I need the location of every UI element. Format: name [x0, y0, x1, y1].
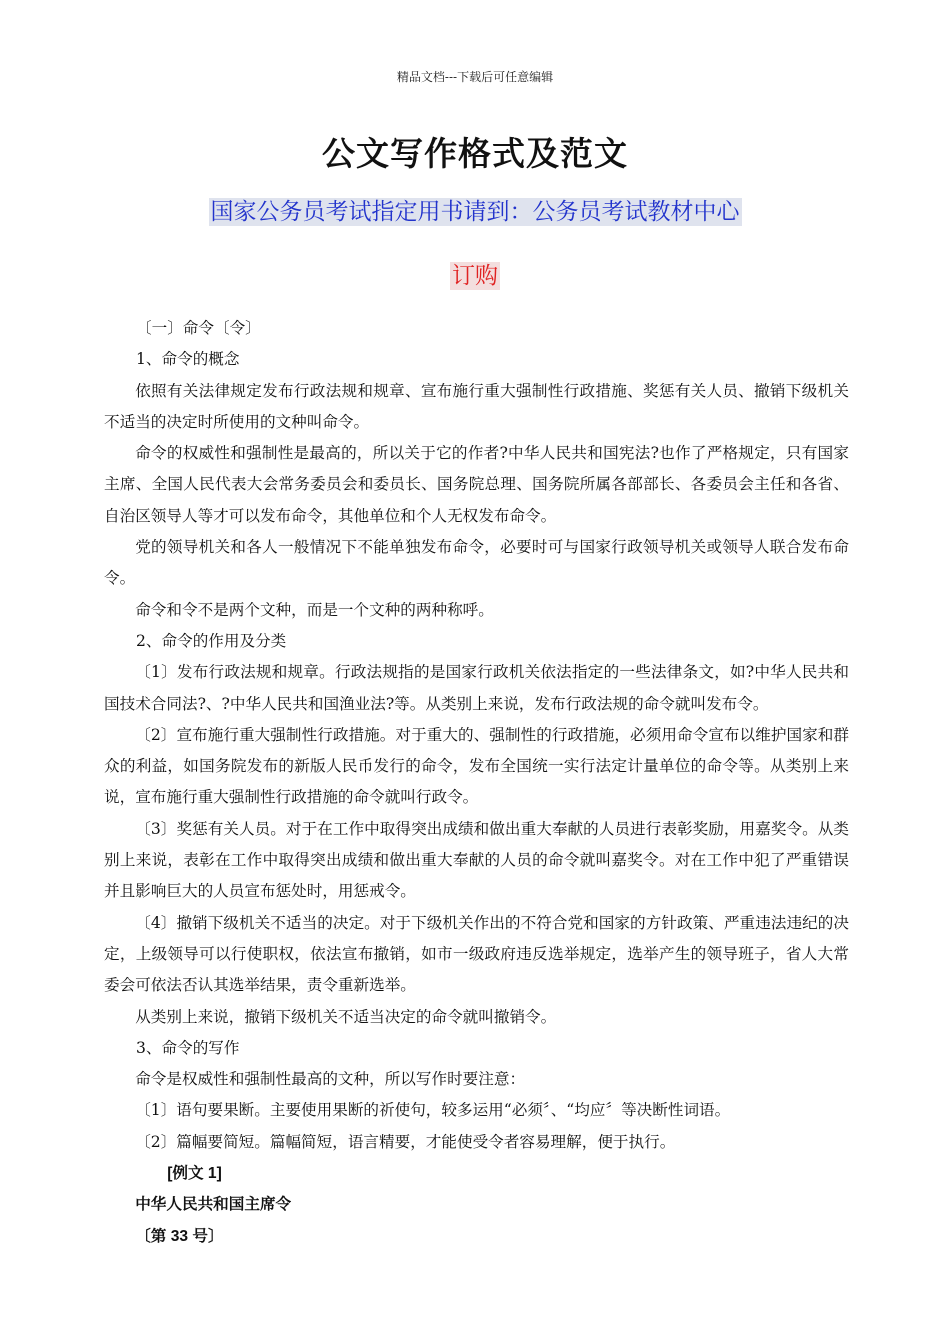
promo-link[interactable]: 国家公务员考试指定用书请到：公务员考试教材中心	[210, 199, 740, 225]
document-title: 公文写作格式及范文	[322, 134, 628, 173]
subsection-heading: 1、命令的概念	[136, 350, 240, 369]
subsection-heading: 3、命令的写作	[136, 1038, 240, 1057]
example-number: 〔第 33 号〕	[135, 1227, 224, 1245]
example-title: 中华人民共和国主席令	[135, 1196, 292, 1214]
header-note: 精品文档---下载后可任意编辑	[396, 70, 554, 84]
section-heading: 〔一〕命令〔令〕	[136, 319, 261, 337]
order-link[interactable]: 订购	[452, 263, 498, 289]
promo-line	[0, 193, 950, 226]
document-body	[104, 313, 849, 1252]
paragraph: 〔2〕篇幅要简短。篇幅简短，语言精要，才能使受令者容易理解，便于执行。	[135, 1132, 676, 1151]
subsection-heading: 2、命令的作用及分类	[136, 631, 287, 650]
paragraph: 依照有关法律规定发布行政法规和规章、宣布施行重大强制性行政措施、奖惩有关人员、撤销下级机关不适当的决定时所使用的文种叫命令。	[104, 381, 849, 431]
paragraph: 〔1〕发布行政法规和规章。行政法规指的是国家行政机关依法指定的一些法律条文，如?中华人民共和国技术合同法?、?中华人民共和国渔业法?等。从类别上来说，发布行政法规的命令就叫发布令。	[104, 663, 849, 713]
example-label: [例文 1]	[167, 1165, 222, 1183]
paragraph: 〔4〕撤销下级机关不适当的决定。对于下级机关作出的不符合党和国家的方针政策、严重违法违纪的决定，上级领导可以行使职权，依法宣布撤销，如市一级政府违反选举规定，选举产生的领导班子，省人大常委会可依法否认其选举结果，责令重新选举。	[104, 913, 849, 995]
order-line	[0, 257, 950, 290]
paragraph: 命令和令不是两个文种，而是一个文种的两种称呼。	[135, 600, 494, 619]
paragraph: 〔2〕宣布施行重大强制性行政措施。对于重大的、强制性的行政措施，必须用命令宣布以维护国家和群众的利益，如国务院发布的新版人民币发行的命令，发布全国统一实行法定计量单位的命令等。从类别上来说，宣布施行重大强制性行政措施的命令就叫行政令。	[104, 725, 849, 807]
paragraph: 党的领导机关和各人一般情况下不能单独发布命令，必要时可与国家行政领导机关或领导人联合发布命令。	[104, 538, 849, 588]
paragraph: 从类别上来说，撤销下级机关不适当决定的命令就叫撤销令。	[135, 1007, 557, 1026]
paragraph: 命令是权威性和强制性最高的文种，所以写作时要注意：	[135, 1070, 526, 1089]
paragraph: 命令的权威性和强制性是最高的，所以关于它的作者?中华人民共和国宪法?也作了严格规定，只有国家主席、全国人民代表大会常务委员会和委员长、国务院总理、国务院所属各部部长、各委员会主任和各省、自治区领导人等才可以发布命令，其他单位和个人无权发布命令。	[104, 444, 849, 525]
paragraph: 〔1〕语句要果断。主要使用果断的祈使句，较多运用“必须〞、“均应〞等决断性词语。	[135, 1101, 731, 1120]
paragraph: 〔3〕奖惩有关人员。对于在工作中取得突出成绩和做出重大奉献的人员进行表彰奖励，用嘉奖令。从类别上来说，表彰在工作中取得突出成绩和做出重大奉献的人员的命令就叫嘉奖令。对在工作中犯了严重错误并且影响巨大的人员宣布惩处时，用惩戒令。	[104, 819, 849, 901]
